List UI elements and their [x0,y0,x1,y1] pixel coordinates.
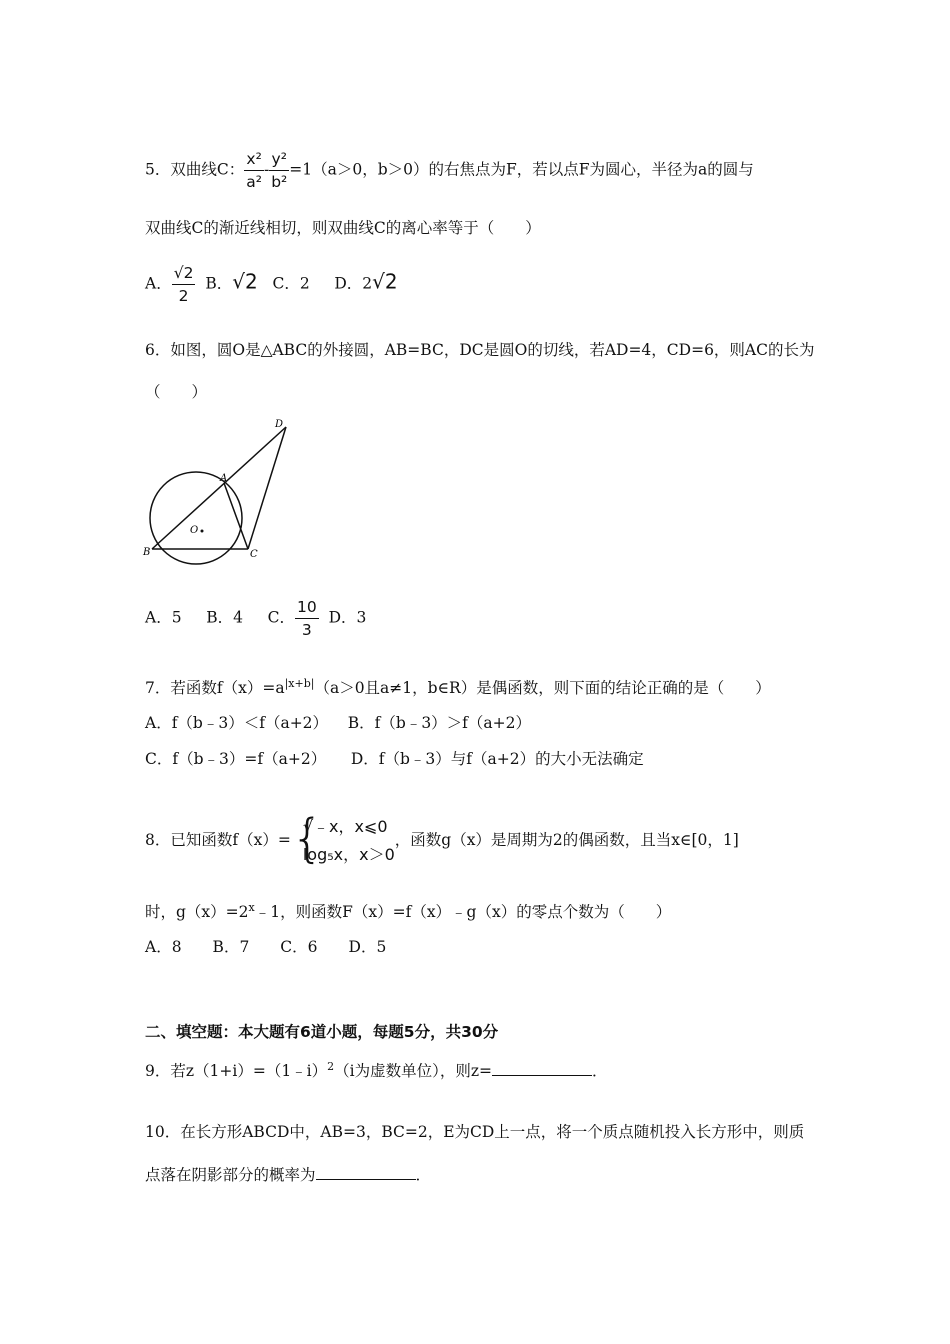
q5-frac-x: $\frac{\text{x²}}{\text{a²}}$ [246,150,262,191]
q7-options-cd: C．f（b﹣3）=f（a+2） D．f（b﹣3）与f（a+2）的大小无法确定 [145,750,644,768]
q5-options: A． $\frac{√2}{2}$ B．√2 C．2 D．2√2 [145,264,398,305]
q5-stem-line1: 5．双曲线C： $\frac{\text{x²}}{\text{a²}}$ - $\frac{\text{y²}}{\text{b²}}$ =1（a＞0，b＞0）的右焦点为F，若以点F为圆心，半径为a的圆与 [145,150,754,191]
center-dot [201,530,204,533]
q8-options: A．8 B．7 C．6 D．5 [145,938,387,956]
q8-piecewise: { √﹣x，x⩽0 log₅x，x＞0 [290,809,395,869]
q7-stem: 7．若函数$f(x)=a^{|x+b|}(a>0$且a≠1，b∈R）是偶函数，则下面的结论正确的是（ ） [145,676,771,697]
q10-stem-line2: 点落在阴影部分的概率为 ． [145,1163,431,1185]
label-o: O [190,525,199,536]
q10-answer-blank[interactable] [316,1163,416,1180]
q5-stem-line2: 双曲线C的渐近线相切，则双曲线C的离心率等于（ ） [145,219,541,237]
label-b: B [143,547,151,558]
section-2-title: 二、填空题：本大题有6道小题，每题5分，共30分 [145,1023,499,1041]
q6-stem-line2: （ ） [145,383,208,401]
q6-geometry-figure [140,415,300,567]
q6-optC-frac: $\frac{10}{3}$ [296,598,317,639]
q5-frac-y: $\frac{\text{y²}}{\text{b²}}$ [271,150,288,191]
label-d: D [275,419,284,430]
q9-answer-blank[interactable] [492,1059,592,1076]
label-c: C [250,549,258,560]
circle-o [150,472,242,564]
segment-bd [152,427,286,549]
q10-stem-line1: 10．在长方形ABCD中，AB=3，BC=2，E为CD上一点，将一个质点随机投入长方形中，则质 [145,1123,805,1141]
q7-options-ab: A．f（b﹣3）＜f（a+2） B．f（b﹣3）＞f（a+2） [145,714,532,732]
q9-stem: 9．若z（1+i）=（1﹣i）$^2$（i为虚数单位），则z= ． [145,1059,608,1080]
q6-stem-line1: 6．如图，圆O是△ABC的外接圆，AB=BC，DC是圆O的切线，若AD=4，CD=6，则AC的长为 [145,341,815,359]
segment-ac [224,483,248,549]
q5-optA-frac: $\frac{√2}{2}$ [173,264,194,305]
label-a: A [220,473,228,484]
q8-stem-line1: 8．已知函数f（x）= { √﹣x，x⩽0 log₅x，x＞0 ，函数g（x）是周期为2的偶函数，且当x∈[0，1] [145,809,739,869]
q6-options: A．5 B．4 C． $\frac{10}{3}$ D．3 [145,598,367,639]
q8-stem-line2: 时，$g(x)=2^x﹣1$，则函数F（x）=f（x）﹣g（x）的零点个数为（ ） [145,900,672,921]
